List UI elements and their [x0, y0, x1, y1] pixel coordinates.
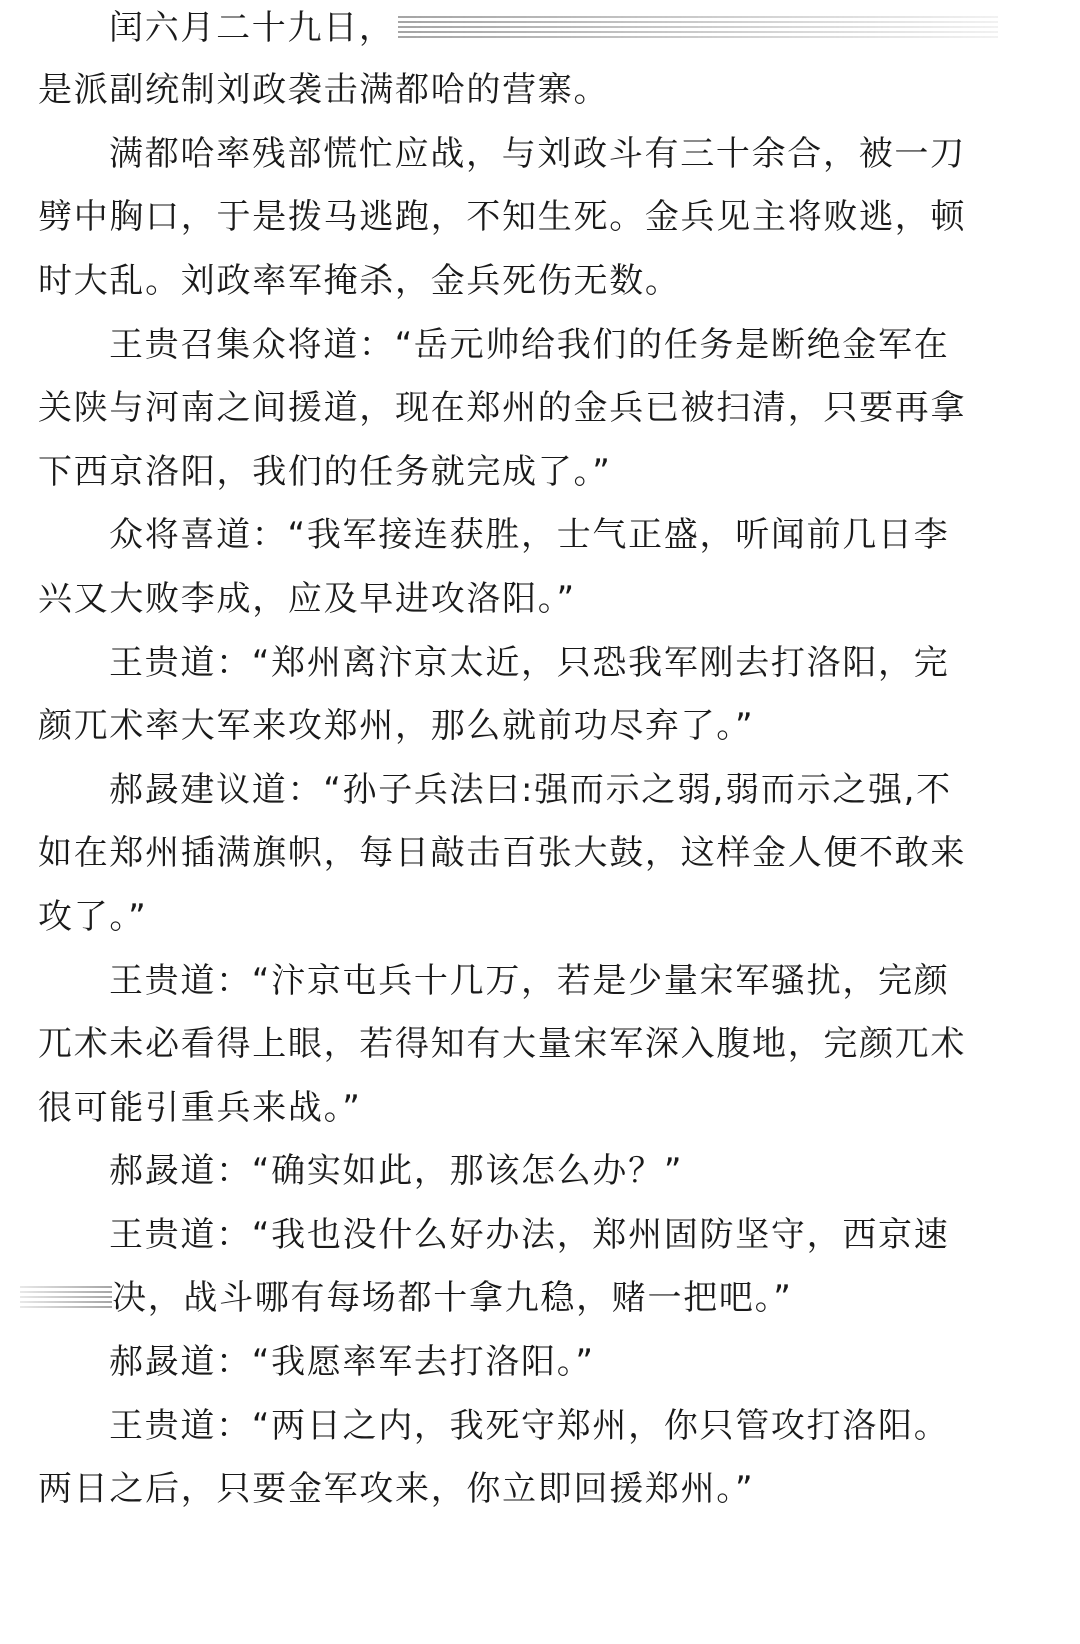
redaction-blur	[20, 1286, 112, 1310]
text-line: 王贵道：“汴京屯兵十几万，若是少量宋军骚扰，完颜	[109, 961, 950, 1001]
text-line: 王贵道：“两日之内，我死守郑州，你只管攻打洛阳。	[109, 1406, 950, 1446]
text-line: 两日之后，只要金军攻来，你立即回援郑州。”	[38, 1469, 755, 1509]
text-line: 关陕与河南之间援道，现在郑州的金兵已被扫清，只要再拿	[38, 388, 967, 428]
text-line: 众将喜道：“我军接连获胜，士气正盛，听闻前几日李	[109, 515, 950, 555]
text-line: 颜兀术率大军来攻郑州，那么就前功尽弃了。”	[38, 706, 755, 746]
text-line: 兀术未必看得上眼，若得知有大量宋军深入腹地，完颜兀术	[38, 1024, 967, 1064]
text-line: 郝晸建议道：“孙子兵法曰:强而示之弱,弱而示之强,不	[109, 770, 952, 810]
text-line: 王贵道：“郑州离汴京太近，只恐我军刚去打洛阳，完	[109, 643, 950, 683]
text-line: 时大乱。刘政率军掩杀，金兵死伤无数。	[38, 261, 681, 301]
text-line: 下西京洛阳，我们的任务就完成了。”	[38, 452, 612, 492]
text-line: 决，战斗哪有每场都十拿九稳，赌一把吧。”	[112, 1278, 793, 1318]
text-line: 闰六月二十九日，	[109, 8, 395, 48]
text-line: 王贵道：“我也没什么好办法，郑州固防坚守，西京速	[109, 1215, 950, 1255]
text-line: 郝晸道：“确实如此，那该怎么办？”	[109, 1151, 684, 1191]
redaction-blur	[398, 16, 998, 40]
text-line: 劈中胸口，于是拨马逃跑，不知生死。金兵见主将败逃，顿	[38, 197, 967, 237]
text-line: 攻了。”	[38, 897, 148, 937]
text-line: 郝晸道：“我愿率军去打洛阳。”	[109, 1342, 595, 1382]
text-line: 王贵召集众将道：“岳元帅给我们的任务是断绝金军在	[109, 325, 950, 365]
text-line: 如在郑州插满旗帜，每日敲击百张大鼓，这样金人便不敢来	[38, 833, 967, 873]
text-line: 很可能引重兵来战。”	[38, 1088, 362, 1128]
text-line: 兴又大败李成，应及早进攻洛阳。”	[38, 579, 576, 619]
text-line: 是派副统制刘政袭击满都哈的营寨。	[38, 70, 610, 110]
text-line: 满都哈率残部慌忙应战，与刘政斗有三十余合，被一刀	[109, 134, 966, 174]
